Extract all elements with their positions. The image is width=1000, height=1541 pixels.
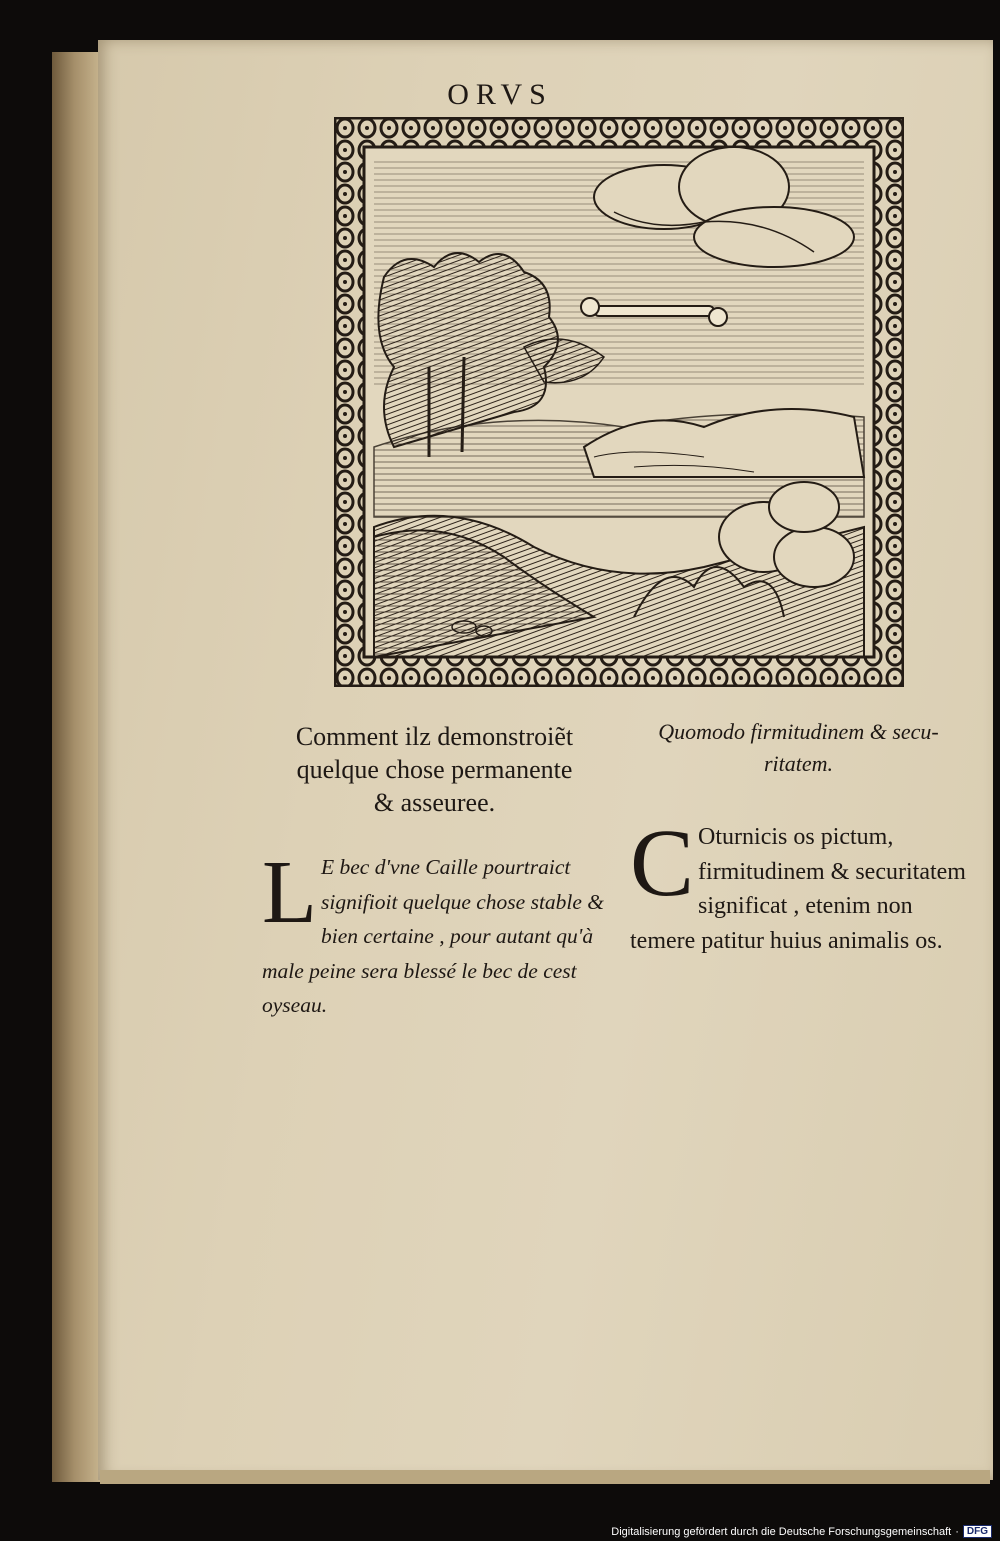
french-body-text: E bec d'vne Caille pourtraict signifioit quelque chose stable & bien certaine , pour autant qu'à male peine sera blessé le bec de cest oyseau.: [262, 855, 605, 1017]
french-title-line: Comment ilz demonstroiẽt: [295, 722, 574, 751]
book-fore-edge: [52, 52, 102, 1482]
latin-drop-cap: C: [630, 809, 695, 916]
credit-text: Digitalisierung gefördert durch die Deutsche Forschungsgemeinschaft: [611, 1525, 952, 1538]
latin-paragraph: [630, 809, 975, 958]
page-bottom-edge: [100, 1470, 990, 1484]
digitization-credit: [611, 1525, 992, 1538]
dfg-logo-icon: DFG: [963, 1525, 992, 1538]
french-title-line: quelque chose permanente: [296, 755, 573, 784]
french-drop-cap: L: [262, 843, 317, 942]
woodcut-illustration: [334, 117, 904, 687]
french-paragraph: [262, 843, 607, 1023]
latin-title-line: ritatem.: [763, 751, 834, 776]
french-section-title: [262, 720, 607, 819]
latin-title-line: Quomodo firmitudinem & secu-: [658, 719, 939, 744]
latin-section-title: [626, 716, 971, 780]
running-title: ORVS: [447, 78, 553, 111]
french-title-line: & asseuree.: [373, 788, 496, 817]
latin-body-text: Oturnicis os pictum, firmitudinem & securitatem significat , etenim non temere patitur huius animalis os.: [630, 824, 966, 954]
credit-separator: ·: [955, 1525, 959, 1538]
